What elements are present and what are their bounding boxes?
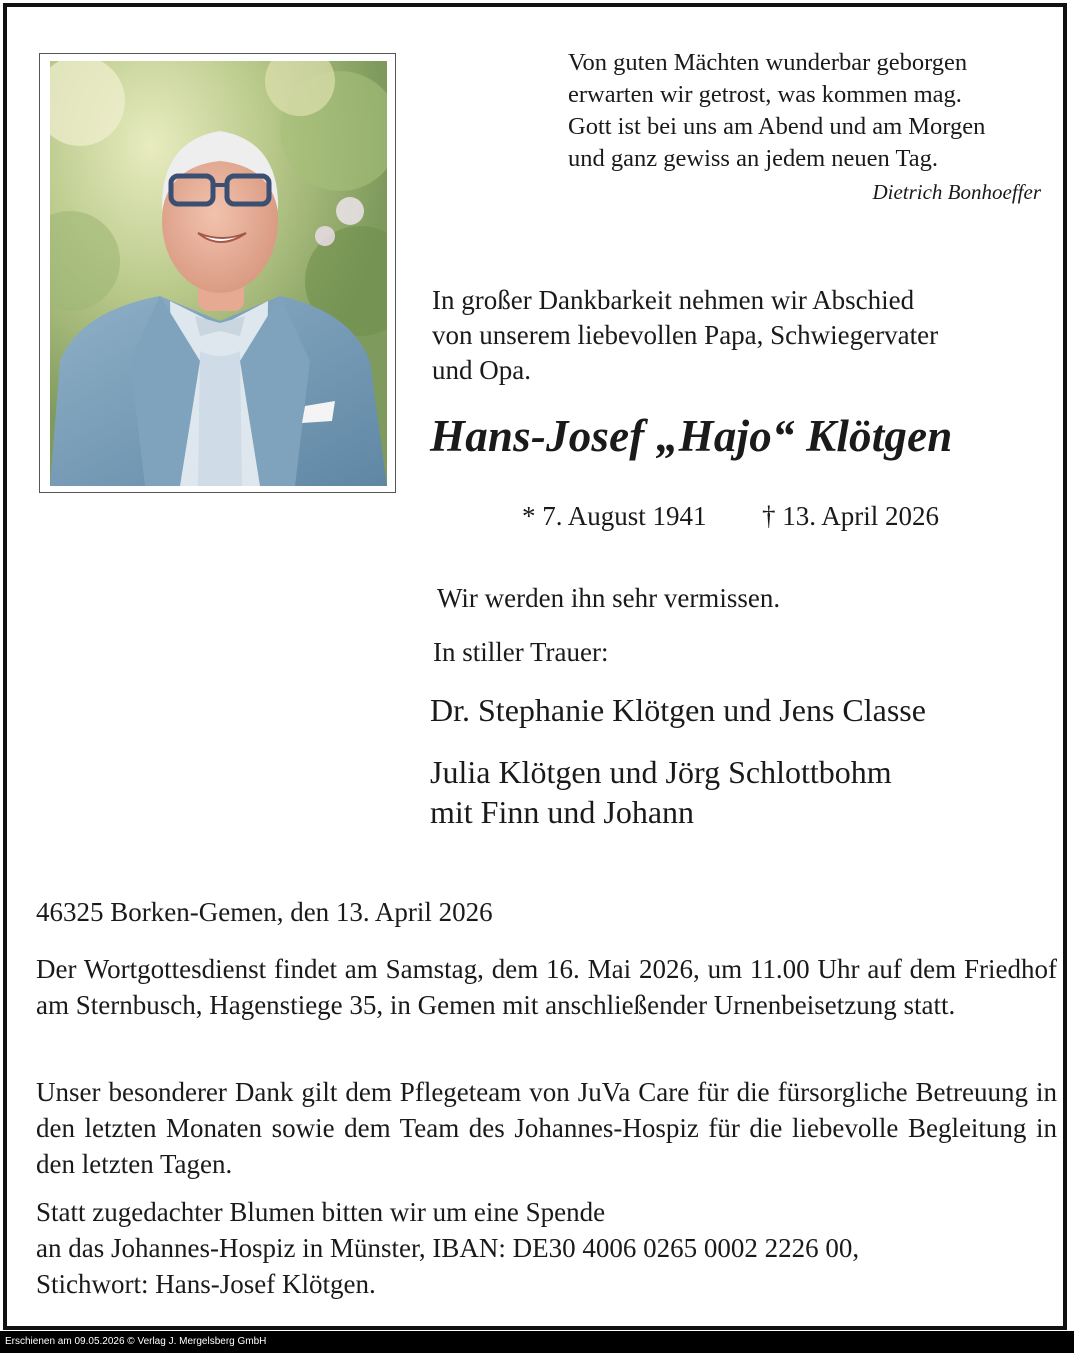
farewell-intro: In großer Dankbarkeit nehmen wir Abschied von unserem liebevollen Papa, Schwiegervater und Opa.	[432, 285, 939, 385]
place-date: 46325 Borken-Gemen, den 13. April 2026	[36, 897, 493, 927]
birth-date: * 7. August 1941	[522, 501, 707, 531]
donation-request: Statt zugedachter Blumen bitten wir um eine Spende an das Johannes-Hospiz in Münster, IBAN: DE30 4006 0265 0002 2226 00, Stichwort: Hans-Josef Klötgen.	[36, 1197, 860, 1299]
publication-footer: Erschienen am 09.05.2026 © Verlag J. Mergelsberg GmbH	[0, 1331, 1074, 1353]
service-info: Der Wortgottesdienst findet am Samstag, dem 16. Mai 2026, um 11.00 Uhr auf dem Friedhof am Sternbusch, Hagenstiege 35, in Gemen mit anschließender Urnenbeisetzung statt.	[36, 954, 1057, 1020]
portrait-photo	[50, 61, 387, 486]
miss-line: Wir werden ihn sehr vermissen.	[437, 583, 781, 613]
thanks-note: Unser besonderer Dank gilt dem Pflegeteam von JuVa Care für die fürsorgliche Betreuung in den letzten Monaten sowie dem Team des Johannes-Hospiz für die liebevolle Begleitung in den letzten Tagen.	[36, 1077, 1057, 1179]
poem-verse: Von guten Mächten wunderbar geborgen erwarten wir getrost, was kommen mag. Gott ist bei uns am Abend und am Morgen und ganz gewiss an jedem neuen Tag.	[568, 49, 986, 172]
deceased-name: Hans-Josef „Hajo“ Klötgen	[430, 411, 953, 461]
mourner-entry: Julia Klötgen und Jörg Schlottbohm mit Finn und Johann	[430, 754, 892, 830]
mourner-entry: Dr. Stephanie Klötgen und Jens Classe	[430, 692, 926, 728]
mourning-label: In stiller Trauer:	[433, 637, 609, 667]
death-date: † 13. April 2026	[762, 501, 940, 531]
poem-author: Dietrich Bonhoeffer	[872, 180, 1041, 204]
